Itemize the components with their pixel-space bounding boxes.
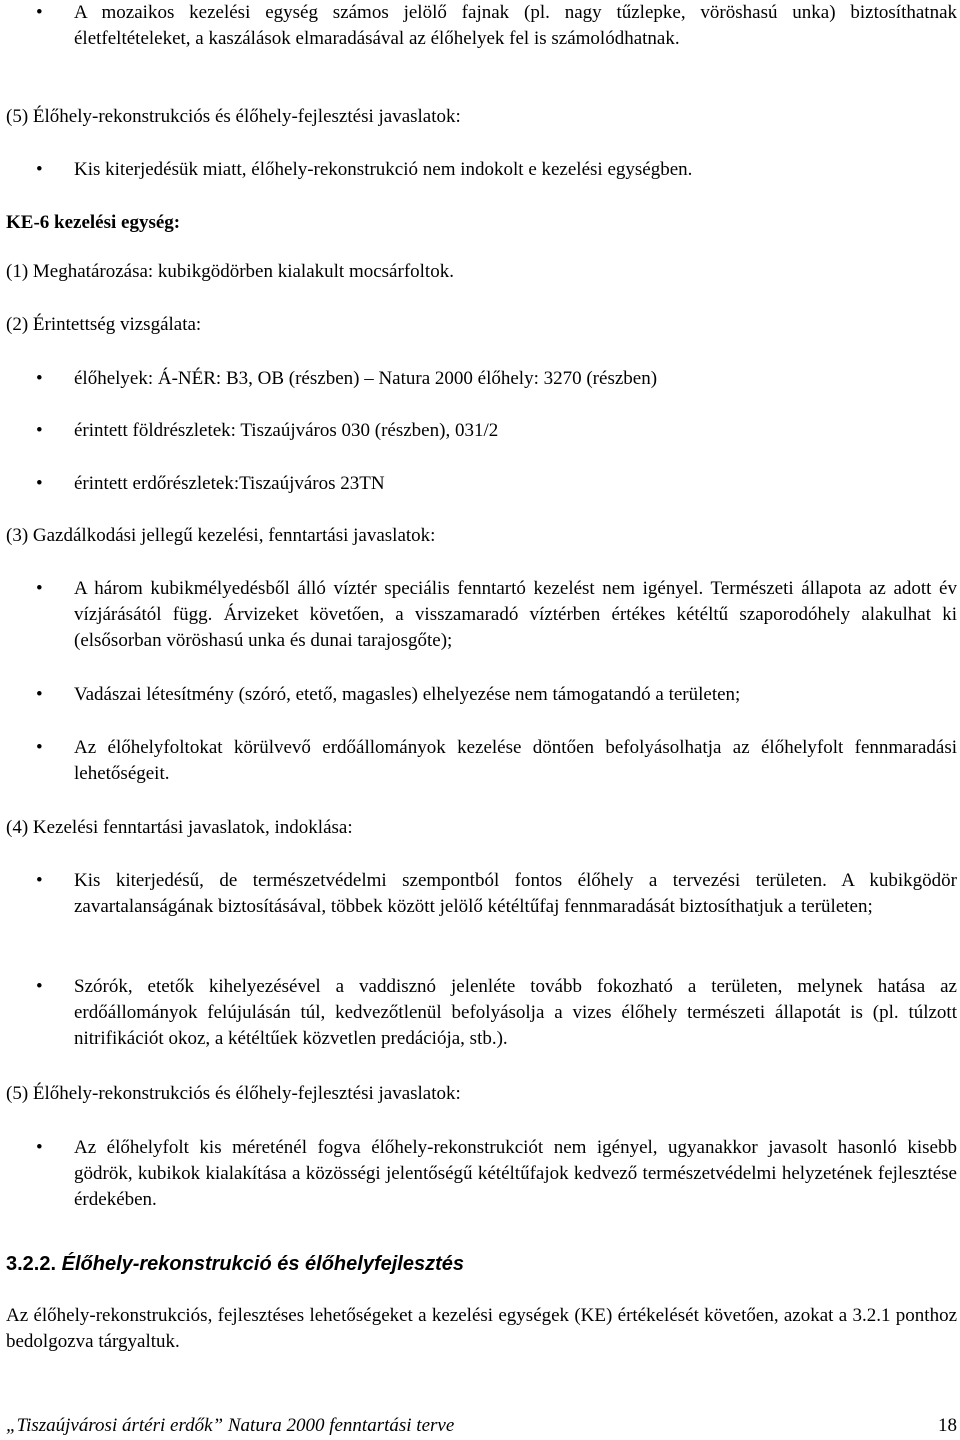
list-item-text: élőhelyek: Á-NÉR: B3, OB (részben) – Natura 2000 élőhely: 3270 (részben)	[74, 368, 658, 389]
page-footer	[6, 1413, 957, 1439]
list-item-text: érintett földrészletek: Tiszaújváros 030 (részben), 031/2	[74, 420, 499, 441]
bullet-icon: •	[36, 368, 43, 389]
bullet-icon: •	[36, 737, 43, 758]
list-item-text: Szórók, etetők kihelyezésével a vaddisznó jelenléte tovább fokozható a területen, melynek hatása az erdőállományok felújulásán túl, kedvezőtlenül befolyásolja a vizes élőhely természeti állapotát is (pl. túlzott nitrifikációt okoz, a kétéltűek közvetlen predációja, stb.).	[74, 976, 957, 1049]
list-item-text: érintett erdőrészletek:Tiszaújváros 23TN	[74, 473, 385, 494]
list-item	[36, 157, 957, 183]
bullet-icon: •	[36, 420, 43, 441]
bullet-icon: •	[36, 870, 43, 891]
list-item-text: Vadászai létesítmény (szóró, etető, magasles) elhelyezése nem támogatandó a területen;	[74, 684, 741, 705]
list-item	[36, 1135, 957, 1213]
list-item-text: A három kubikmélyedésből álló víztér speciális fenntartó kezelést nem igényel. Természeti állapota az adott év vízjárásától függ. Árvizeket követően, a visszamaradó víztérben értékes kétéltű szaporodóhely alakulhat ki (elsősorban vöröshasú unka és dunai tarajosgőte);	[74, 578, 957, 651]
chapter-number: 3.2.2.	[6, 1253, 57, 1275]
list-item	[36, 868, 957, 920]
bullet-icon: •	[36, 2, 43, 23]
section-heading: (5) Élőhely-rekonstrukciós és élőhely-fejlesztési javaslatok:	[6, 106, 461, 127]
bullet-icon: •	[36, 578, 43, 599]
list-item	[36, 0, 957, 52]
unit-definition: (1) Meghatározása: kubikgödörben kialakult mocsárfoltok.	[6, 261, 454, 282]
bullet-icon: •	[36, 473, 43, 494]
list-item	[36, 974, 957, 1052]
section-heading: (2) Érintettség vizsgálata:	[6, 314, 202, 335]
body-paragraph: Az élőhely-rekonstrukciós, fejlesztéses lehetőségeket a kezelési egységek (KE) értékelését követően, azokat a 3.2.1 ponthoz bedolgozva tárgyaltuk.	[6, 1305, 957, 1352]
list-item-text: Kis kiterjedésű, de természetvédelmi szempontból fontos élőhely a tervezési területen. A kubikgödör zavartalanságának biztosításával, többek között jelölő kétéltűfaj fennmaradását biztosíthatjuk a területen;	[74, 870, 957, 917]
chapter-heading	[6, 1251, 957, 1277]
bullet-icon: •	[36, 976, 43, 997]
list-item	[36, 682, 957, 708]
footer-document-title: „Tiszaújvárosi ártéri erdők” Natura 2000 fenntartási terve	[6, 1415, 455, 1436]
list-item	[36, 576, 957, 654]
list-item-text: Az élőhelyfoltokat körülvevő erdőállományok kezelése döntően befolyásolhatja az élőhelyfolt fennmaradási lehetőségeit.	[74, 737, 957, 784]
list-item	[36, 735, 957, 787]
chapter-title: Élőhely-rekonstrukció és élőhelyfejlesztés	[61, 1253, 464, 1275]
list-item	[36, 471, 957, 497]
section-heading: (3) Gazdálkodási jellegű kezelési, fenntartási javaslatok:	[6, 525, 436, 546]
bullet-icon: •	[36, 684, 43, 705]
bullet-icon: •	[36, 1137, 43, 1158]
bullet-icon: •	[36, 159, 43, 180]
unit-title: KE-6 kezelési egység:	[6, 212, 181, 233]
section-heading: (4) Kezelési fenntartási javaslatok, indoklása:	[6, 817, 353, 838]
section-heading: (5) Élőhely-rekonstrukciós és élőhely-fejlesztési javaslatok:	[6, 1083, 461, 1104]
list-item-text: Az élőhelyfolt kis méreténél fogva élőhely-rekonstrukciót nem igényel, ugyanakkor javasolt hasonló kisebb gödrök, kubikok kialakítása a közösségi jelentőségű kétéltűfajok kedvező természetvédelmi helyzetének fejlesztése érdekében.	[74, 1137, 957, 1210]
list-item	[36, 366, 957, 392]
list-item-text: A mozaikos kezelési egység számos jelölő fajnak (pl. nagy tűzlepke, vöröshasú unka) biztosíthatnak életfeltételeket, a kaszálások elmaradásával az élőhelyek fel is számolódhatnak.	[74, 2, 957, 49]
list-item-text: Kis kiterjedésük miatt, élőhely-rekonstrukció nem indokolt e kezelési egységben.	[74, 159, 693, 180]
list-item	[36, 418, 957, 444]
page-number: 18	[938, 1415, 957, 1436]
